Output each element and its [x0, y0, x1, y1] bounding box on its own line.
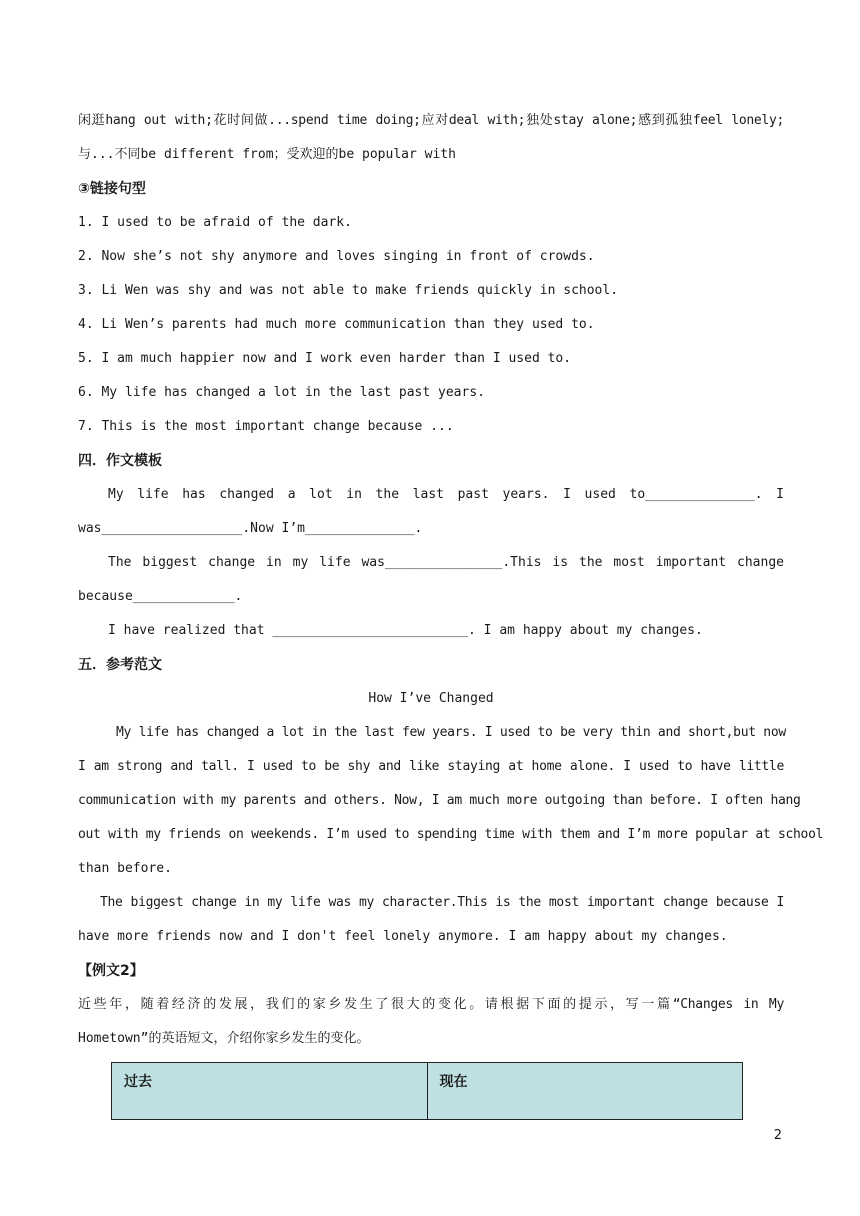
essay-line: than before. — [78, 861, 172, 876]
sentence-item: 3. Li Wen was shy and was not able to make friends quickly in school. — [78, 283, 619, 298]
template-paragraph-line: I have realized that _________________________. I am happy about my changes. — [108, 623, 703, 638]
sentence-item: 5. I am much happier now and I work even harder than I used to. — [78, 351, 572, 366]
sentence-item: 4. Li Wen’s parents had much more communication than they used to. — [78, 317, 595, 332]
essay-line: I am strong and tall. I used to be shy and like staying at home alone. I used to have little — [78, 759, 784, 774]
template-paragraph-line: because_____________. — [78, 589, 243, 604]
template-paragraph-line: My life has changed a lot in the last past years. I used to______________. I — [108, 487, 784, 502]
template-paragraph-line: The biggest change in my life was_______________.This is the most important change — [108, 555, 784, 570]
essay-line: My life has changed a lot in the last few years. I used to be very thin and short,but now — [116, 725, 786, 740]
section-heading-sentences: ③链接句型 — [78, 181, 146, 197]
sentence-item: 1. I used to be afraid of the dark. — [78, 215, 352, 230]
phrase-line: 与...不同be different from；受欢迎的be popular with — [78, 147, 456, 162]
comparison-table — [111, 1062, 743, 1120]
essay-line: out with my friends on weekends. I’m used to spending time with them and I’m more popular at school — [78, 827, 824, 842]
essay-line: communication with my parents and others. Now, I am much more outgoing than before. I often hang — [78, 793, 801, 808]
table-header-now: 现在 — [427, 1063, 743, 1120]
essay-line: The biggest change in my life was my character.This is the most important change because I — [100, 895, 784, 910]
table-header-past: 过去 — [112, 1063, 428, 1120]
section-heading-sample: 五．参考范文 — [78, 657, 162, 673]
sentence-item: 6. My life has changed a lot in the last past years. — [78, 385, 485, 400]
template-paragraph-line: was__________________.Now I’m______________. — [78, 521, 423, 536]
example2-prompt-line: 近些年，随着经济的发展，我们的家乡发生了很大的变化。请根据下面的提示，写一篇“Changes in My — [78, 997, 784, 1012]
sentence-item: 7. This is the most important change because ... — [78, 419, 454, 434]
section-heading-template: 四．作文模板 — [78, 453, 162, 469]
example2-prompt-line: Hometown”的英语短文，介绍你家乡发生的变化。 — [78, 1031, 370, 1046]
page-number: 2 — [773, 1128, 782, 1143]
sentence-item: 2. Now she’s not shy anymore and loves singing in front of crowds. — [78, 249, 595, 264]
essay-line: have more friends now and I don't feel lonely anymore. I am happy about my changes. — [78, 929, 728, 944]
phrase-line: 闲逛hang out with;花时间做...spend time doing;应对deal with;独处stay alone;感到孤独feel lonely; — [78, 113, 784, 128]
essay-title: How I’ve Changed — [368, 691, 494, 706]
section-heading-example2: 【例文2】 — [78, 963, 144, 979]
document-page — [78, 104, 824, 1120]
